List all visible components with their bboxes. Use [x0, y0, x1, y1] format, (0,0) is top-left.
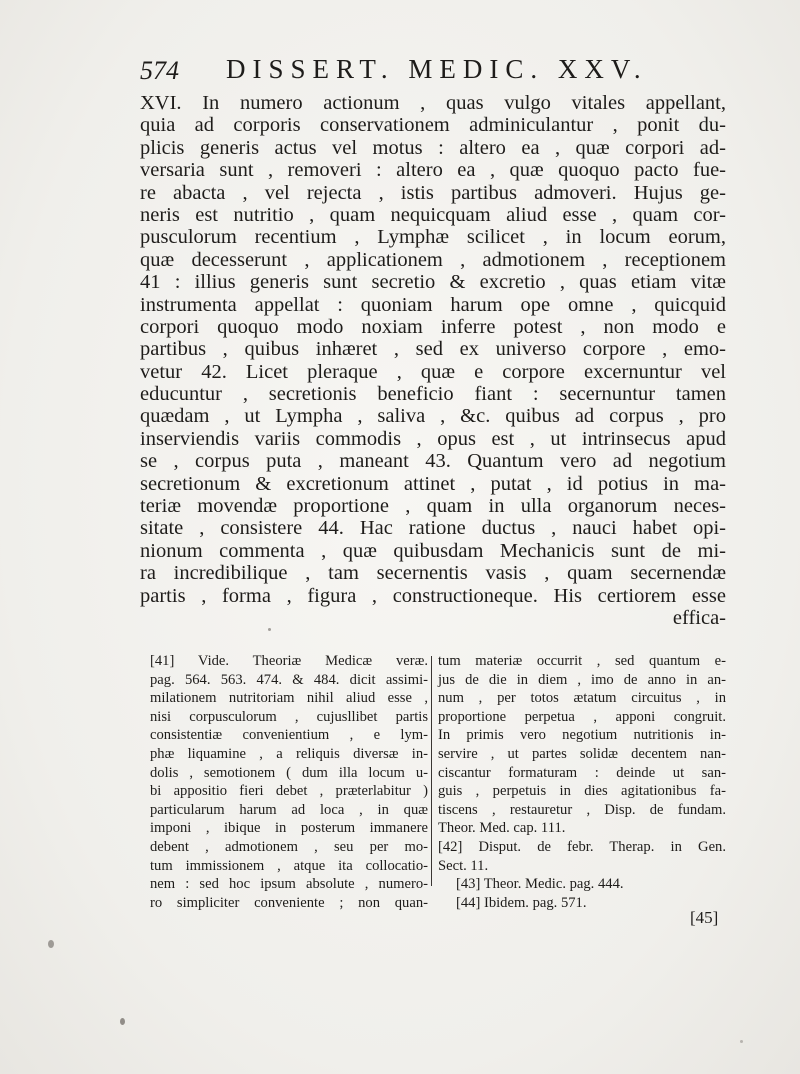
text-line: corpori quoquo modo noxiam inferre potest , non modo e — [140, 315, 726, 338]
footnote-line: particularum harum ad loca , in quæ — [150, 801, 428, 818]
footnote-line: Sect. 11. — [438, 857, 489, 874]
text-line: nionum commenta , quæ quibusdam Mechanicis sunt de mi- — [140, 539, 726, 562]
text-line: inserviendis variis commodis , opus est , ut intrinsecus apud — [140, 427, 726, 450]
text-line: sitate , consistere 44. Hac ratione ductus , nauci habet opi- — [140, 517, 726, 540]
catchword: [45] — [690, 908, 719, 927]
footnote-line: guis , perpetuis in dies agitationibus fa- — [438, 783, 726, 800]
column-rule — [431, 656, 432, 886]
footnote-line: phæ liquamine , a reliquis diversæ in- — [150, 745, 428, 762]
footnote-line: ciscantur formaturam : deinde ut san- — [438, 764, 726, 781]
text-line: 41 : illius generis sunt secretio & excretio , quas etiam vitæ — [140, 271, 726, 294]
footnote-line: [44] Ibidem. pag. 571. — [456, 894, 587, 911]
text-line: partibus , quibus inhæret , sed ex universo corpore , emo- — [140, 338, 726, 361]
footnote-line: jus de die in diem , imo de anno in an- — [438, 671, 726, 688]
text-line: re abacta , vel rejecta , istis partibus admoveri. Hujus ge- — [140, 181, 726, 204]
footnote-line: consistentiæ convenientium , e lym- — [150, 727, 428, 744]
footnote-line: tum immissionem , atque ita collocatio- — [150, 857, 428, 874]
footnote-line: [42] Disput. de febr. Therap. in Gen. — [438, 838, 726, 855]
footnote-line: nisi corpusculorum , cujusllibet partis — [150, 708, 428, 725]
footnote-line: [41] Vide. Theoriæ Medicæ veræ. — [150, 653, 428, 669]
text-line: secretionum & excretionum attinet , putat , id potius in ma- — [140, 472, 726, 495]
footnote-line: servire , ut partes solidæ decentem nan- — [438, 745, 726, 762]
text-line: se , corpus puta , maneant 43. Quantum vero ad negotium — [140, 450, 726, 473]
running-head — [140, 52, 660, 88]
footnote-line: dolis , semotionem ( dum illa locum u- — [150, 764, 428, 781]
text-line: vetur 42. Licet pleraque , quæ e corpore excernuntur vel — [140, 360, 726, 383]
running-title: DISSERT. MEDIC. XXV. — [226, 54, 648, 84]
footnote-line: nem : sed hoc ipsum absolute , numero- — [150, 876, 428, 893]
text-line: neris est nutritio , quam nequicquam aliud esse , quam cor- — [140, 203, 726, 226]
footnote-line: num , per totos ætatum circuitus , in — [438, 690, 726, 707]
page-number: 574 — [140, 56, 179, 85]
footnote-line: pag. 564. 563. 474. & 484. dicit assimi- — [150, 671, 428, 688]
footnote-line: tiscens , restauretur , Disp. de fundam. — [438, 801, 726, 818]
footnote-line: tum materiæ occurrit , sed quantum e- — [438, 653, 726, 669]
text-line: XVI. In numero actionum , quas vulgo vitales appellant, — [140, 92, 726, 114]
footnote-line: bi appositio fieri debet , præterlabitur ) — [150, 783, 428, 800]
main-text-block — [140, 92, 726, 629]
text-line: versaria sunt , removeri : altero ea , quæ quoquo pacto fue- — [140, 159, 726, 182]
text-line: educuntur , secretionis beneficio fiant : secernuntur tamen — [140, 383, 726, 406]
text-line-carryover: effica- — [672, 606, 726, 629]
footnote-line: In primis vero negotium nutritionis in- — [438, 727, 726, 744]
footnote-line: Theor. Med. cap. 111. — [438, 820, 566, 837]
footnote-line: milationem nutritoriam nihil aliud esse , — [150, 690, 428, 707]
footnote-line: ro simpliciter conveniente ; non quan- — [150, 894, 428, 911]
text-line: instrumenta appellat : quoniam harum ope omne , quicquid — [140, 293, 726, 316]
text-line: teriæ movendæ proportione , quam in ulla organorum neces- — [140, 495, 726, 518]
text-line: pusculorum recentium , Lymphæ scilicet , in locum eorum, — [140, 226, 726, 249]
text-line: quædam , ut Lympha , saliva , &c. quibus ad corpus , pro — [140, 405, 726, 428]
footnote-line: [43] Theor. Medic. pag. 444. — [456, 876, 624, 893]
text-line: quia ad corporis conservationem adminiculantur , ponit du- — [140, 114, 726, 137]
footnotes-left-column — [150, 652, 428, 912]
text-line: plicis generis actus vel motus : altero ea , quæ corpori ad- — [140, 136, 726, 159]
footnote-line: debent , admotionem , seu per mo- — [150, 838, 428, 855]
footnote-line: proportione perpetua , apponi congruit. — [438, 708, 726, 725]
text-line: quæ decesserunt , applicationem , admotionem , receptionem — [140, 248, 726, 271]
text-line: partis , forma , figura , constructioneque. His certiorem esse — [140, 584, 726, 607]
footnote-line: imponi , ibique in posterum immanere — [150, 820, 428, 837]
text-line: ra incredibilique , tam secernentis vasis , quam secernendæ — [140, 562, 726, 585]
footnotes-right-column — [438, 652, 726, 912]
